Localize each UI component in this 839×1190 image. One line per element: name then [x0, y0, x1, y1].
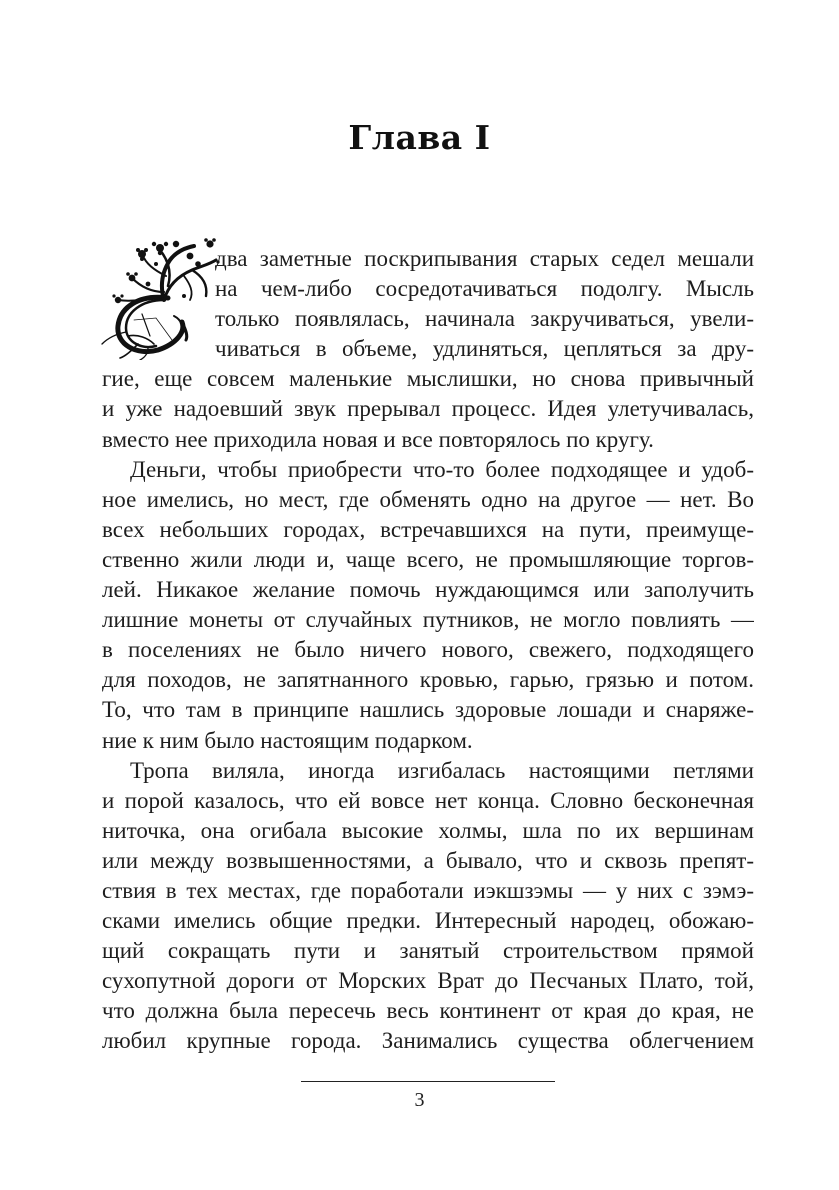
page-number: 3: [414, 1089, 425, 1111]
text-line: Деньги, чтобы приобрести что-то более подходящее и удоб-: [130, 456, 754, 482]
text-line: только появлялась, начинала закручиваться, увели-: [215, 306, 754, 332]
text-line: или между возвышенностями, а бывало, что и сквозь препят-: [102, 847, 754, 873]
text-line: Тропа виляла, иногда изгибалась настоящими петлями: [130, 757, 754, 783]
text-line: лей. Никакое желание помочь нуждающимся или заполучить: [102, 577, 754, 603]
chapter-title: Глава I: [348, 118, 491, 157]
text-line: ственно жили люди и, чаще всего, не промышляющие торгов-: [102, 546, 754, 572]
text-line: ниточка, она огибала высокие холмы, шла по их вершинам: [102, 817, 754, 843]
text-line: гие, еще совсем маленькие мыслишки, но снова привычный: [102, 366, 754, 392]
text-line: ние к ним было настоящим подарком.: [102, 727, 473, 753]
text-line: два заметные поскрипывания старых седел мешали: [215, 246, 754, 271]
footer-divider: [301, 1081, 555, 1082]
text-line: всех небольших городах, встречавшихся на пути, преимуще-: [102, 516, 754, 542]
text-line: и порой казалось, что ей вовсе нет конца. Словно бесконечная: [102, 787, 754, 813]
text-line: на чем-либо сосредотачиваться подолгу. Мысль: [215, 276, 754, 302]
text-line: в поселениях не было ничего нового, свежего, подходящего: [102, 637, 754, 663]
text-line: что должна была пересечь весь континент от края до края, не: [102, 998, 754, 1024]
text-line: ствия в тех местах, где поработали иэкшзэмы — у них с зэмэ-: [102, 877, 754, 903]
chapter-body: [102, 244, 754, 1057]
text-line: ное имелись, но мест, где обменять одно на другое — нет. Во: [102, 486, 754, 512]
text-line: чиваться в объеме, удлиняться, цепляться за дру-: [215, 336, 754, 362]
text-line: для походов, не запятнанного кровью, гарью, грязью и потом.: [102, 667, 754, 693]
text-line: лишние монеты от случайных путников, не могло повлиять —: [102, 607, 754, 633]
text-line: и уже надоевший звук прерывал процесс. Идея улетучивалась,: [102, 396, 754, 422]
text-line: То, что там в принципе нашлись здоровые лошади и снаряже-: [102, 697, 754, 723]
text-line: щий сокращать пути и занятый строительством прямой: [102, 938, 754, 964]
text-line: любил крупные города. Занимались существа облегчением: [102, 1028, 754, 1054]
text-line: вместо нее приходила новая и все повторялось по кругу.: [102, 426, 654, 452]
text-line: сухопутной дороги от Морских Врат до Песчаных Плато, той,: [102, 968, 754, 994]
text-line: сками имелись общие предки. Интересный народец, обожаю-: [102, 908, 754, 934]
